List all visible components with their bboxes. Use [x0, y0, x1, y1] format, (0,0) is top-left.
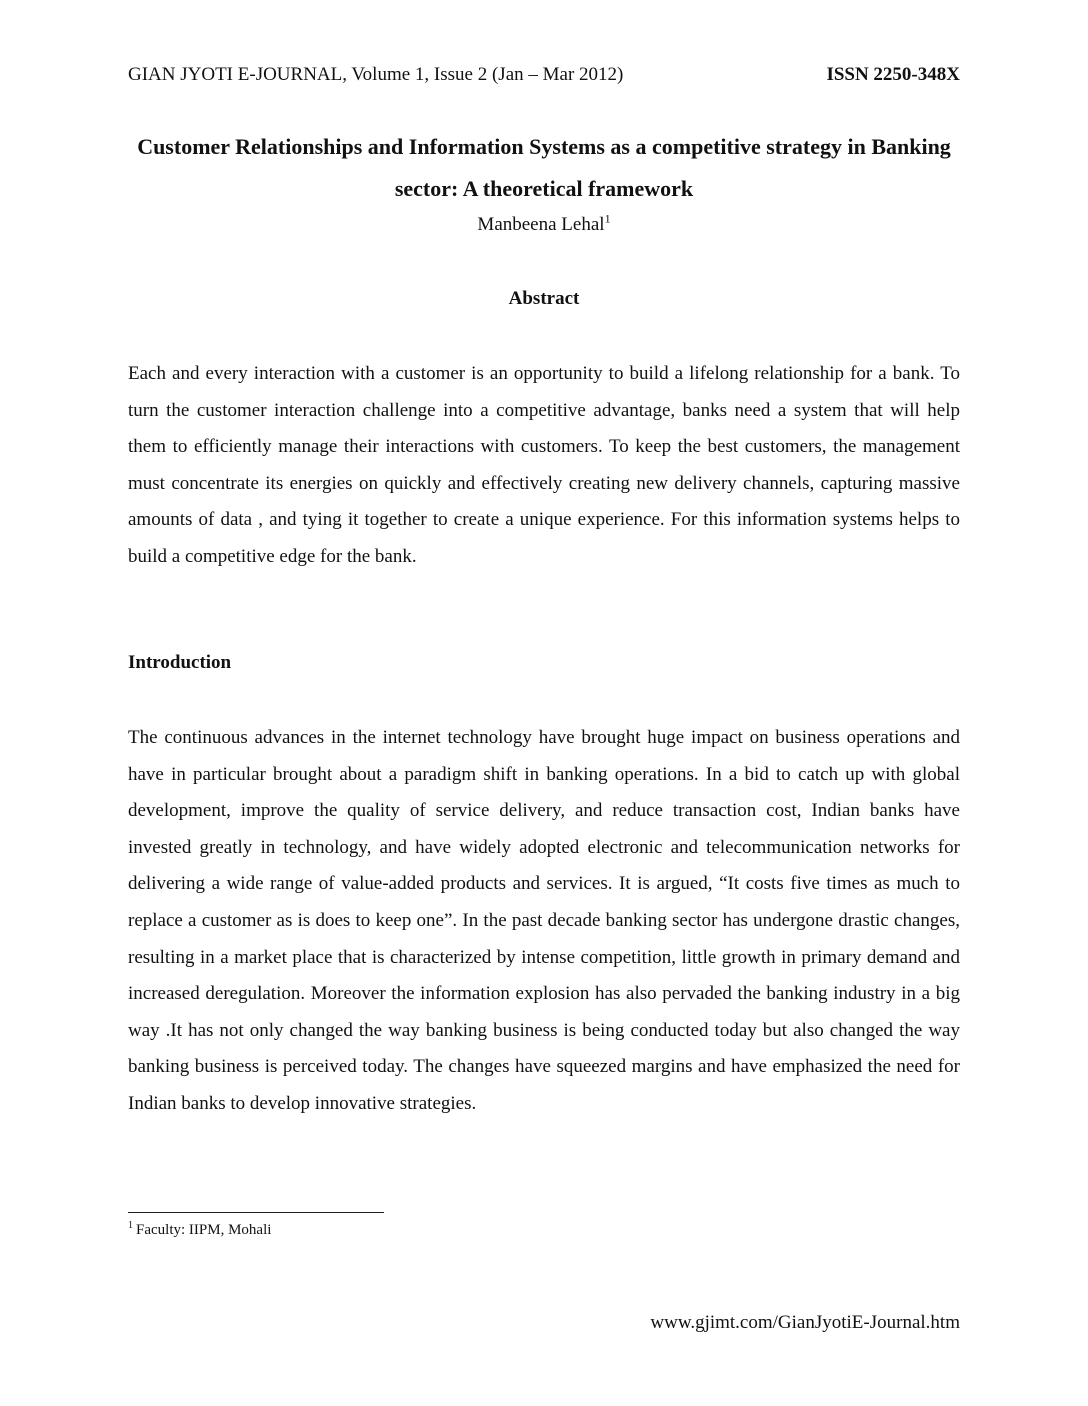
footnote-mark: 1 [128, 1220, 133, 1231]
running-header [128, 64, 960, 86]
introduction-paragraph: The continuous advances in the internet technology have brought huge impact on business operations and have in particular brought about a paradigm shift in banking operations. In a bid to catch up with global development, improve the quality of service delivery, and reduce transaction cost, Indian banks have invested greatly in technology, and have widely adopted electronic and telecommunication networks for delivering a wide range of value-added products and services. It is argued, “It costs five times as much to replace a customer as is does to keep one”. In the past decade banking sector has undergone drastic changes, resulting in a market place that is characterized by intense competition, little growth in primary demand and increased deregulation. Moreover the information explosion has also pervaded the banking industry in a big way .It has not only changed the way banking business is being conducted today but also changed the way banking business is perceived today. The changes have squeezed margins and have emphasized the need for Indian banks to develop innovative strategies. [128, 727, 960, 1114]
author-line [128, 211, 960, 236]
author-name: Manbeena Lehal [477, 214, 605, 235]
journal-citation: GIAN JYOTI E-JOURNAL, Volume 1, Issue 2 (Jan – Mar 2012) [128, 64, 624, 85]
footnote [128, 1222, 271, 1239]
abstract-paragraph: Each and every interaction with a customer is an opportunity to build a lifelong relationship for a bank. To turn the customer interaction challenge into a competitive advantage, banks need a system that will help them to efficiently manage their interactions with customers. To keep the best customers, the management must concentrate its energies on quickly and effectively creating new delivery channels, capturing massive amounts of data , and tying it together to create a unique experience. For this information systems helps to build a competitive edge for the bank. [128, 363, 960, 567]
footnote-text: Faculty: IIPM, Mohali [136, 1222, 272, 1238]
author-footnote-mark: 1 [604, 211, 611, 226]
issn-number: ISSN 2250-348X [826, 64, 960, 85]
footnote-divider [128, 1212, 384, 1213]
footer-url: www.gjimt.com/GianJyotiE-Journal.htm [650, 1312, 960, 1333]
paper-title: Customer Relationships and Information Systems as a competitive strategy in Banking sector: A theoretical framework [137, 134, 951, 201]
introduction-heading: Introduction [128, 652, 232, 673]
abstract-heading: Abstract [508, 288, 580, 309]
